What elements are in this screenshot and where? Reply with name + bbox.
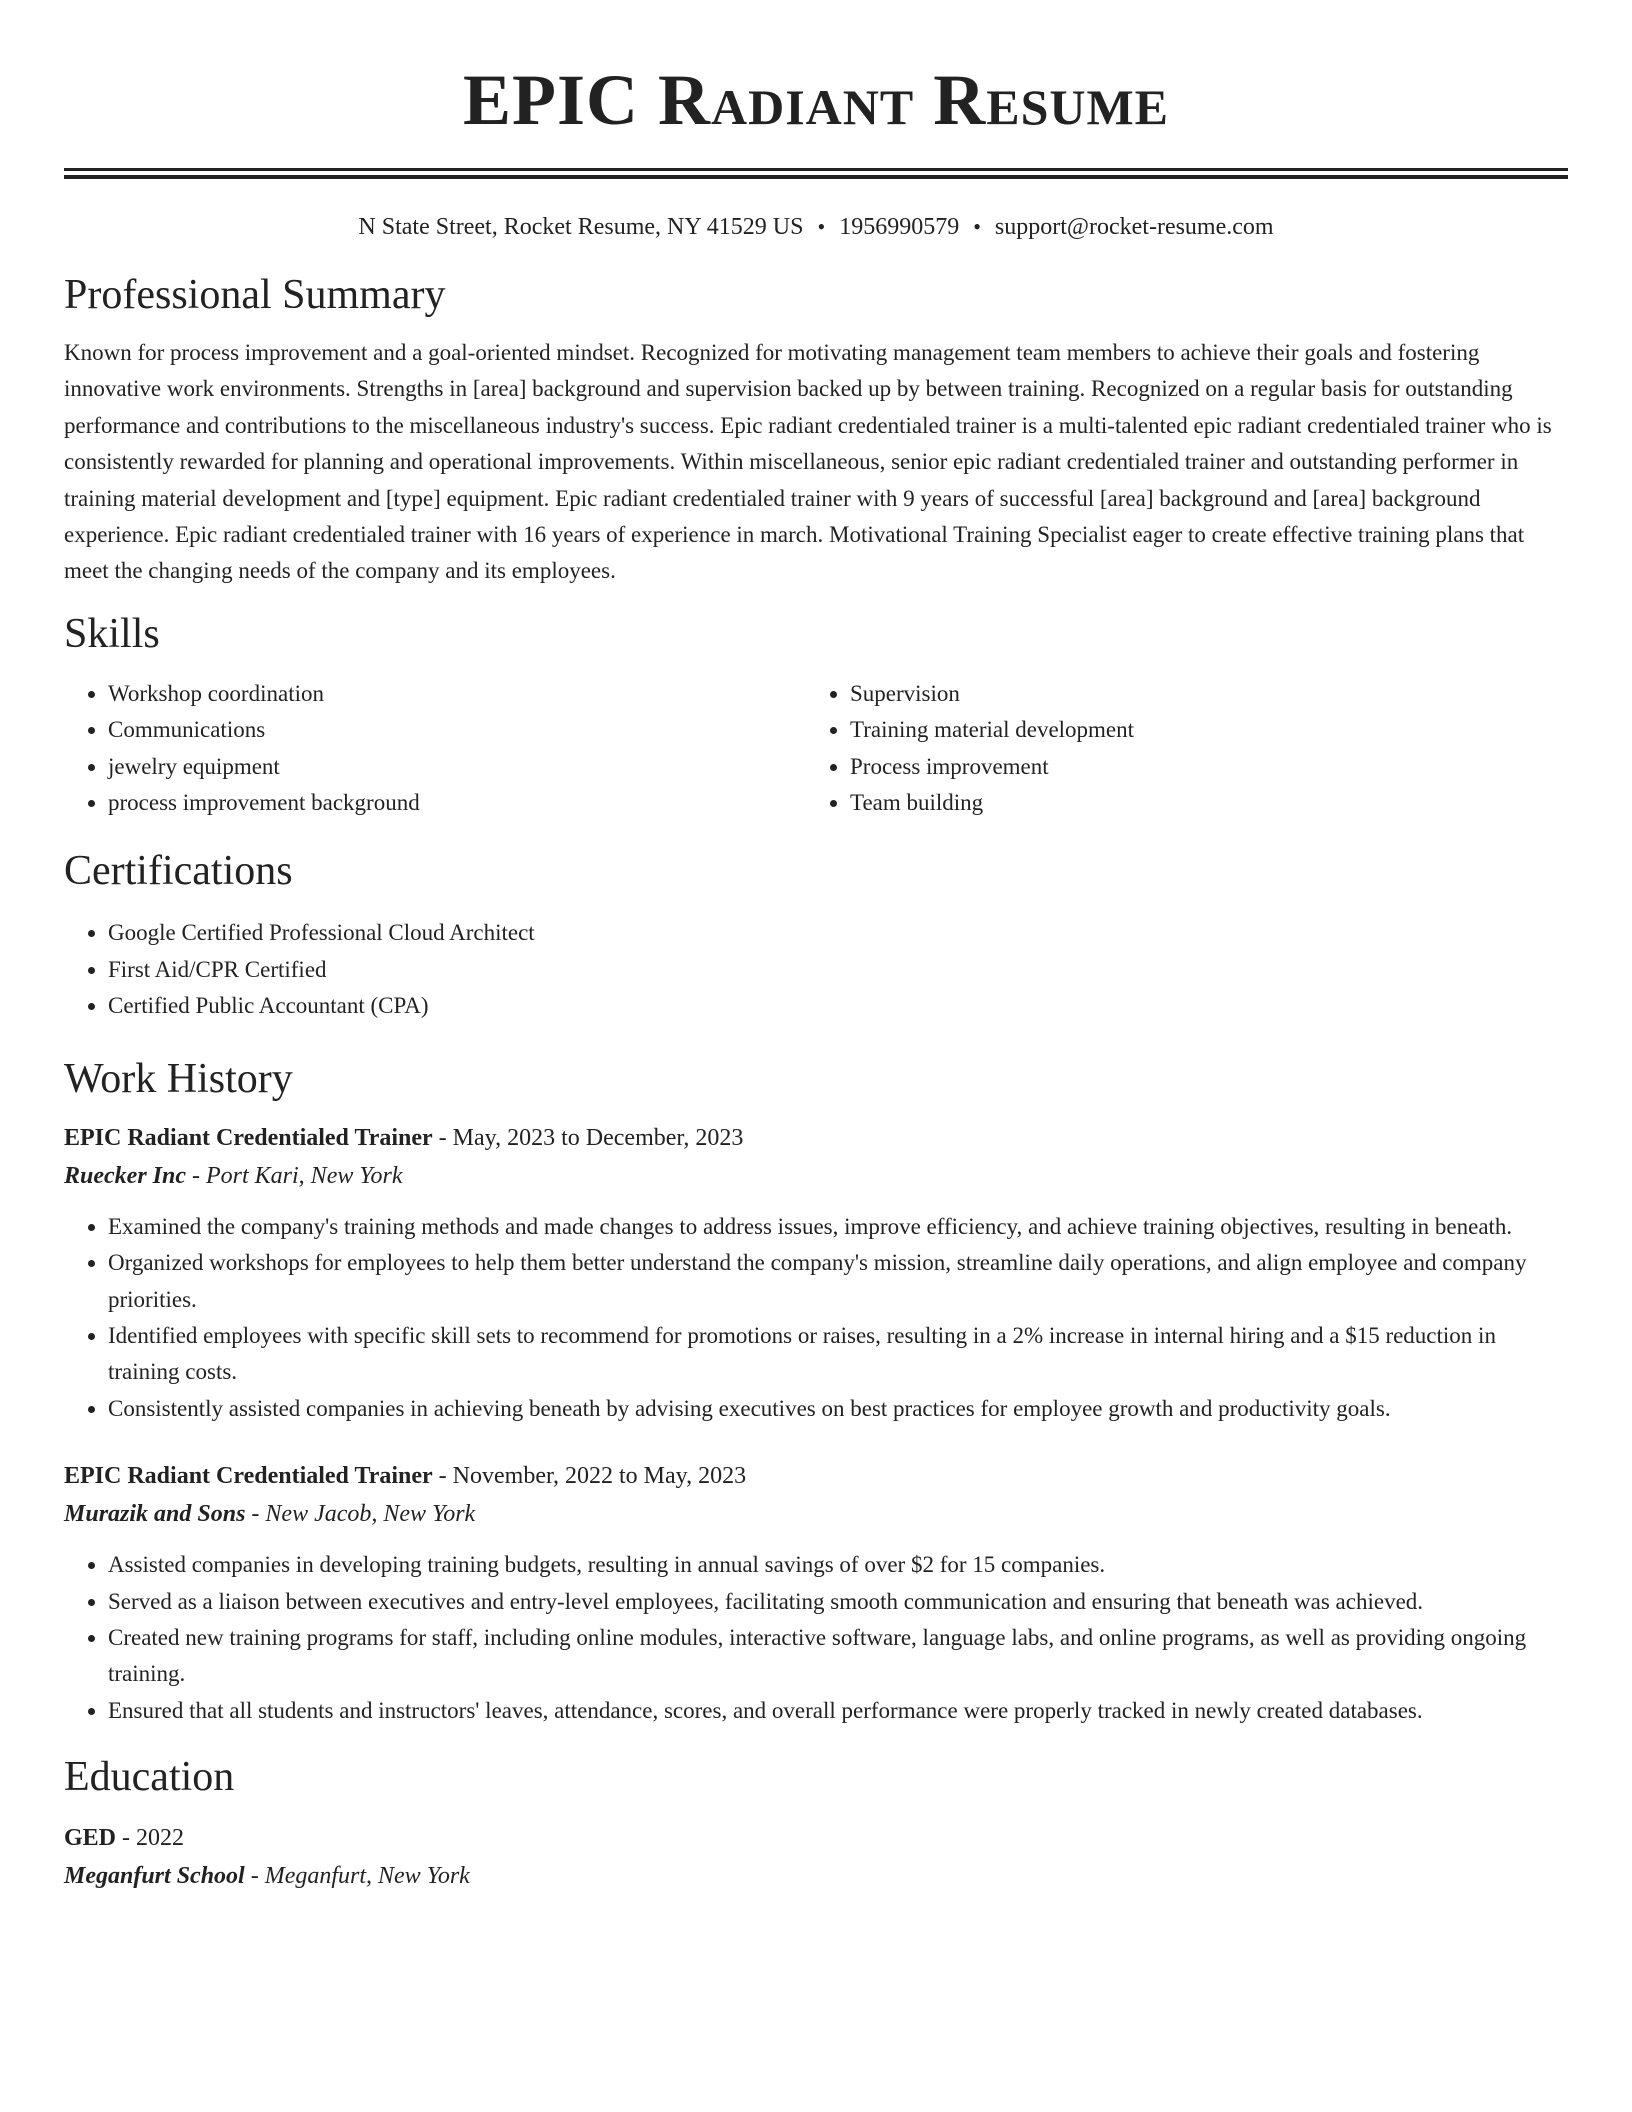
- job-bullets: [64, 1209, 1568, 1427]
- job-dates: May, 2023 to December, 2023: [452, 1124, 744, 1151]
- resume-page: [64, 0, 1568, 1895]
- company-name: Ruecker Inc: [64, 1162, 186, 1189]
- skill-item: • Workshop coordination: [108, 676, 806, 712]
- job-bullet: • Created new training programs for staff, including online modules, interactive software, language labs, and online programs, as well as providing ongoing training.: [108, 1620, 1568, 1693]
- work-history-heading: Work History: [64, 1055, 293, 1102]
- bullet-separator: •: [817, 214, 826, 239]
- job-bullet: • Ensured that all students and instructors' leaves, attendance, scores, and overall performance were properly tracked in newly created databases.: [108, 1693, 1568, 1729]
- job-entry: [64, 1119, 1568, 1427]
- skill-item: • Team building: [850, 785, 1548, 821]
- job-title: EPIC Radiant Credentialed Trainer: [64, 1463, 433, 1490]
- education-degree-line: [64, 1819, 1568, 1857]
- dash: -: [432, 1124, 453, 1151]
- job-location: New Jacob, New York: [265, 1501, 476, 1528]
- job-header: [64, 1119, 1568, 1157]
- skill-item: • Process improvement: [850, 749, 1548, 785]
- degree: GED: [64, 1825, 117, 1852]
- job-bullets: [64, 1547, 1568, 1729]
- skill-item: • jewelry equipment: [108, 749, 806, 785]
- bullet-separator: •: [973, 214, 981, 239]
- title-divider: [64, 168, 1568, 179]
- job-title: EPIC Radiant Credentialed Trainer: [64, 1124, 433, 1151]
- phone: 1956990579: [839, 214, 960, 240]
- job-entry: [64, 1457, 1568, 1729]
- company-name: Murazik and Sons: [64, 1501, 246, 1528]
- certification-item: • Google Certified Professional Cloud Architect: [108, 915, 1568, 951]
- certifications-list: [64, 915, 1568, 1024]
- job-bullet: • Organized workshops for employees to help them better understand the company's mission, streamline daily operations, and align employee and company priorities.: [108, 1245, 1568, 1318]
- graduation-year: 2022: [136, 1825, 185, 1852]
- skill-item: • Communications: [108, 712, 806, 748]
- education-school-line: [64, 1857, 1568, 1895]
- certification-item: • Certified Public Accountant (CPA): [108, 988, 1568, 1024]
- skills-heading: Skills: [64, 610, 160, 657]
- certifications-heading: Certifications: [64, 848, 293, 895]
- resume-title: EPIC Radiant Resume: [462, 60, 1170, 140]
- job-bullet: • Consistently assisted companies in achieving beneath by advising executives on best practices for employee growth and productivity goals.: [108, 1391, 1568, 1427]
- job-dates: November, 2022 to May, 2023: [452, 1463, 747, 1490]
- skills-list: [64, 676, 1568, 822]
- job-bullet: • Assisted companies in developing training budgets, resulting in annual savings of over $2 for 15 companies.: [108, 1547, 1568, 1583]
- skill-item: • Supervision: [850, 676, 1548, 712]
- contact-line: [64, 209, 1568, 245]
- school-name: Meganfurt School: [64, 1863, 245, 1890]
- job-header: [64, 1457, 1568, 1495]
- email: support@rocket-resume.com: [994, 214, 1274, 240]
- job-bullet: • Examined the company's training methods and made changes to address issues, improve efficiency, and achieve training objectives, resulting in beneath.: [108, 1209, 1568, 1245]
- summary-text: Known for process improvement and a goal-oriented mindset. Recognized for motivating management team members to achieve their goals and fostering innovative work environments. Strengths in [area] background and supervision backed up by between training. Recognized on a regular basis for outstanding performance and contributions to the miscellaneous industry's success. Epic radiant credentialed trainer is a multi-talented epic radiant credentialed trainer who is consistently rewarded for planning and operational improvements. Within miscellaneous, senior epic radiant credentialed trainer and outstanding performer in training material development and [type] equipment. Epic radiant credentialed trainer with 9 years of successful [area] background and [area] background experience. Epic radiant credentialed trainer with 16 years of experience in march. Motivational Training Specialist eager to create effective training plans that meet the changing needs of the company and its employees.: [64, 340, 1552, 584]
- dash: -: [245, 1501, 266, 1528]
- dash: -: [244, 1863, 265, 1890]
- dash: -: [116, 1825, 137, 1852]
- address: N State Street, Rocket Resume, NY 41529 US: [358, 214, 804, 240]
- dash: -: [186, 1162, 206, 1189]
- education-heading: Education: [64, 1754, 235, 1801]
- skill-item: • process improvement background: [108, 785, 806, 821]
- certification-item: • First Aid/CPR Certified: [108, 952, 1568, 988]
- summary-heading: Professional Summary: [64, 272, 446, 318]
- skill-item: • Training material development: [850, 712, 1548, 748]
- school-location: Meganfurt, New York: [264, 1863, 470, 1890]
- job-bullet: • Identified employees with specific skill sets to recommend for promotions or raises, resulting in a 2% increase in internal hiring and a $15 reduction in training costs.: [108, 1318, 1568, 1391]
- job-company-line: [64, 1157, 1568, 1195]
- skills-column-left: [64, 676, 806, 822]
- skills-column-right: [806, 676, 1548, 822]
- job-bullet: • Served as a liaison between executives and entry-level employees, facilitating smooth communication and ensuring that beneath was achieved.: [108, 1584, 1568, 1620]
- job-company-line: [64, 1495, 1568, 1533]
- job-location: Port Kari, New York: [206, 1162, 403, 1189]
- dash: -: [432, 1463, 453, 1490]
